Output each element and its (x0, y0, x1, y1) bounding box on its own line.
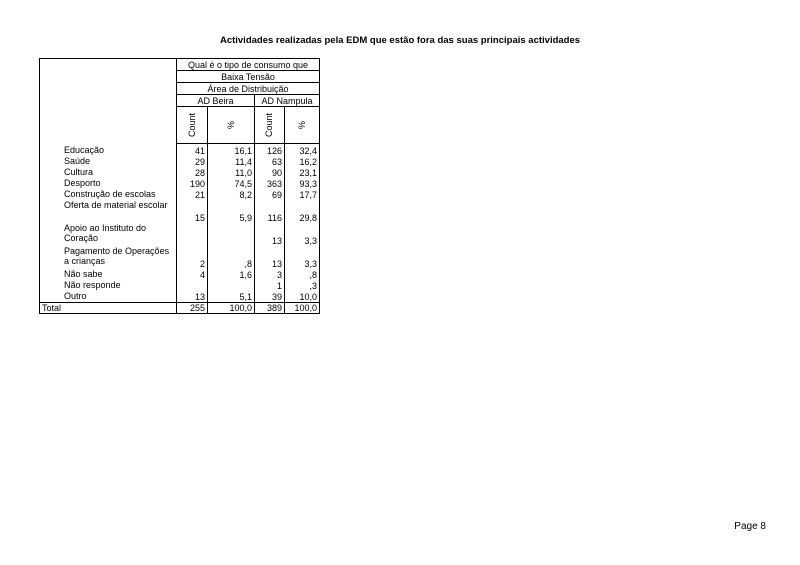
cell: 69 (255, 189, 285, 200)
table-row (40, 280, 320, 291)
cell: 389 (255, 302, 285, 313)
cell: 8,2 (208, 189, 255, 200)
cell: 32,4 (285, 144, 320, 156)
cell: 63 (255, 156, 285, 167)
cell: 29,8 (285, 200, 320, 223)
row-label: Não responde (64, 279, 121, 290)
header-measure: % (285, 107, 320, 144)
cell: 11,4 (208, 156, 255, 167)
cell: 16,1 (208, 144, 255, 156)
cell: 2 (177, 246, 208, 269)
row-label: Pagamento de Operações a crianças (64, 245, 170, 266)
cell: 28 (177, 167, 208, 178)
cell: 74,5 (208, 178, 255, 189)
cell: 13 (255, 246, 285, 269)
cell: ,8 (208, 246, 255, 269)
cell: 126 (255, 144, 285, 156)
cell: 15 (177, 200, 208, 223)
cell: ,3 (285, 280, 320, 291)
row-label: Oferta de material escolar (64, 199, 168, 210)
cell (208, 223, 255, 246)
row-label: Desporto (64, 177, 101, 188)
row-label: Não sabe (64, 268, 103, 279)
cell: 363 (255, 178, 285, 189)
cell: 29 (177, 156, 208, 167)
cell: 11,0 (208, 167, 255, 178)
row-label: Apoio ao Instituto do Coração (64, 222, 147, 243)
cell: 23,1 (285, 167, 320, 178)
cell: 100,0 (285, 302, 320, 313)
row-label: Outro (64, 290, 87, 301)
table-row (40, 269, 320, 280)
row-label: Total (40, 302, 177, 313)
header-question: Qual é o tipo de consumo que (177, 59, 320, 71)
table-row (40, 144, 320, 156)
table-row (40, 223, 320, 246)
cell: 93,3 (285, 178, 320, 189)
header-measure: Count (255, 107, 285, 144)
cell: 100,0 (208, 302, 255, 313)
table-row (40, 246, 320, 269)
row-label: Saúde (64, 155, 91, 166)
cell: 13 (255, 223, 285, 246)
cell: 1,6 (208, 269, 255, 280)
cell: 116 (255, 200, 285, 223)
cell: 5,9 (208, 200, 255, 223)
cell: 21 (177, 189, 208, 200)
cell: 3 (255, 269, 285, 280)
table-row (40, 189, 320, 200)
header-measure: Count (177, 107, 208, 144)
cell: 10,0 (285, 291, 320, 303)
cell (208, 280, 255, 291)
header-group-nampula: AD Nampula (255, 95, 320, 107)
row-label: Educação (64, 144, 105, 155)
cell: 3,3 (285, 246, 320, 269)
cell: 3,3 (285, 223, 320, 246)
cell: 4 (177, 269, 208, 280)
crosstab-table (39, 58, 320, 314)
cell: 39 (255, 291, 285, 303)
cell: 90 (255, 167, 285, 178)
cell (177, 223, 208, 246)
table-row (40, 178, 320, 189)
table-row (40, 291, 320, 303)
header-measure: % (208, 107, 255, 144)
cell: 190 (177, 178, 208, 189)
cell: 1 (255, 280, 285, 291)
total-row (40, 302, 320, 313)
table-row (40, 167, 320, 178)
cell: 41 (177, 144, 208, 156)
cell: 13 (177, 291, 208, 303)
row-label: Cultura (64, 166, 94, 177)
cell: 17,7 (285, 189, 320, 200)
report-title: Actividades realizadas pela EDM que estão fora das suas principais actividades (219, 35, 581, 46)
row-label: Construção de escolas (64, 188, 156, 199)
cell: 5,1 (208, 291, 255, 303)
cell (177, 280, 208, 291)
table-row (40, 156, 320, 167)
header-area: Área de Distribuição (177, 83, 320, 95)
page-number: Page 8 (734, 521, 766, 532)
header-group-beira: AD Beira (177, 95, 255, 107)
table-row (40, 200, 320, 223)
cell: ,8 (285, 269, 320, 280)
cell: 255 (177, 302, 208, 313)
cell: 16,2 (285, 156, 320, 167)
header-tension: Baixa Tensão (177, 71, 320, 83)
